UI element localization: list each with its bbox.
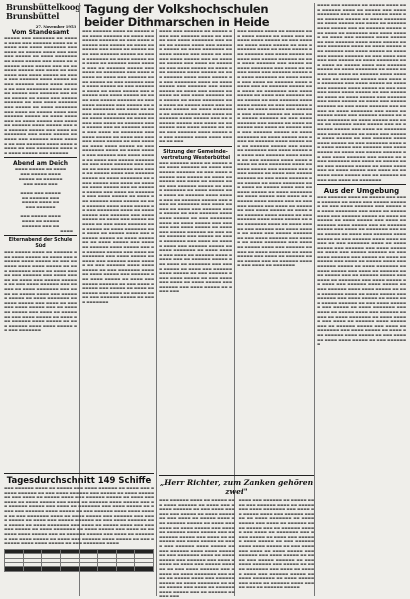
body-text: ▬▬▬▬ ▬▬▬ ▬▬▬▬▬▬ ▬▬ ▬▬▬▬▬ ▬▬▬▬ ▬▬▬ ▬▬▬▬▬▬ ▬▬▬▬ ▬▬ ▬▬▬▬▬ ▬▬▬ ▬▬▬▬ ▬▬▬▬▬▬▬ ▬▬▬ ▬▬▬▬ ▬▬ ▬▬▬▬▬ ▬▬▬▬ ▬▬▬ ▬▬▬▬▬▬ ▬▬▬▬▬ ▬▬ ▬▬▬▬ ▬▬▬▬▬▬▬ ▬▬ ▬▬▬▬ ▬▬▬▬▬ ▬▬▬ ▬▬▬▬ ▬▬ ▬▬▬▬▬▬ ▬▬▬▬ ▬▬▬▬▬ ▬▬▬ ▬▬ ▬▬▬▬▬▬ ▬▬▬▬▬ ▬▬▬ ▬▬▬▬ ▬▬ ▬▬▬▬▬▬▬ ▬▬▬ ▬▬▬▬ ▬▬▬▬▬ ▬▬ ▬▬▬▬ ▬▬▬ ▬▬▬▬▬▬ ▬▬▬▬ ▬▬▬▬▬ ▬▬ ▬▬▬ ▬▬▬▬▬▬ ▬▬▬▬ ▬▬▬▬ ▬▬▬▬▬ ▬▬ ▬▬▬ ▬▬▬▬▬▬▬ ▬▬▬▬ ▬▬ ▬▬▬▬ ▬▬▬▬▬ ▬▬▬ ▬▬▬▬▬▬ ▬▬▬ ▬▬▬▬ ▬▬▬▬▬ ▬▬ ▬▬▬▬ ▬▬▬ ▬▬▬▬▬ ▬▬▬▬▬▬ ▬▬ ▬▬▬ ▬▬▬▬ ▬▬▬▬▬▬ ▬▬▬ ▬▬▬▬▬ ▬▬ ▬▬▬▬ ▬▬▬▬▬▬▬ ▬▬▬ ▬▬▬▬ ▬▬ ▬▬▬▬▬ ▬▬▬▬ ▬▬▬ ▬▬▬▬▬▬ ▬▬▬▬▬ ▬▬ ▬▬▬▬ ▬▬▬▬▬▬▬ ▬▬ ▬▬▬▬ ▬▬▬▬▬ ▬▬▬ ▬▬▬▬ ▬▬ ▬▬▬▬▬▬ ▬▬▬▬ ▬▬▬▬▬ ▬▬▬ ▬▬ ▬▬▬▬▬▬ ▬▬▬▬▬ ▬▬▬ ▬▬▬▬ ▬▬ ▬▬▬▬▬▬▬ ▬▬▬ ▬▬▬▬ ▬▬▬▬▬ ▬▬ ▬▬▬▬ ▬▬▬ ▬▬▬▬▬▬ ▬▬▬▬ ▬▬▬▬▬ ▬▬ ▬▬▬ ▬▬▬▬▬▬ ▬▬▬▬ ▬▬▬▬ ▬▬▬▬▬ ▬▬ ▬▬▬	[159, 29, 232, 144]
tagesdurchschnitt-article	[4, 471, 154, 596]
body-text: ▬▬▬ ▬▬▬▬▬▬ ▬▬▬▬ ▬▬ ▬▬▬▬▬ ▬▬▬ ▬▬▬▬ ▬▬▬▬▬▬ ▬▬ ▬▬▬▬ ▬▬▬ ▬▬▬▬▬ ▬▬▬▬▬▬ ▬▬ ▬▬▬ ▬▬▬▬ ▬▬▬▬▬▬ ▬▬▬ ▬▬▬▬▬ ▬▬ ▬▬▬▬ ▬▬▬▬▬▬▬ ▬▬▬ ▬▬▬▬ ▬▬ ▬▬▬▬▬ ▬▬▬▬ ▬▬▬ ▬▬▬▬▬▬ ▬▬▬▬▬ ▬▬ ▬▬▬▬ ▬▬▬▬▬▬▬ ▬▬ ▬▬▬▬ ▬▬▬▬▬ ▬▬▬ ▬▬▬▬ ▬▬ ▬▬▬▬▬▬ ▬▬▬▬ ▬▬▬▬▬ ▬▬▬ ▬▬ ▬▬▬▬▬▬ ▬▬▬▬▬ ▬▬▬ ▬▬▬▬ ▬▬ ▬▬▬▬▬▬▬ ▬▬▬ ▬▬▬▬ ▬▬▬▬▬ ▬▬ ▬▬▬▬ ▬▬▬ ▬▬▬▬▬▬ ▬▬▬▬ ▬▬▬▬▬ ▬▬ ▬▬▬ ▬▬▬▬▬▬ ▬▬▬▬ ▬▬▬▬ ▬▬▬▬▬ ▬▬ ▬▬▬ ▬▬▬▬▬▬▬ ▬▬▬▬ ▬▬ ▬▬▬▬ ▬▬▬▬▬ ▬▬▬ ▬▬▬▬▬▬ ▬▬▬ ▬▬▬▬ ▬▬▬▬▬ ▬▬ ▬▬▬▬ ▬▬▬ ▬▬▬▬▬ ▬▬▬▬▬▬ ▬▬ ▬▬▬ ▬▬▬▬ ▬▬▬▬▬▬ ▬▬▬ ▬▬▬▬▬ ▬▬ ▬▬▬▬ ▬▬▬▬▬▬▬ ▬▬▬ ▬▬▬▬ ▬▬ ▬▬▬▬▬ ▬▬▬▬ ▬▬▬ ▬▬▬▬▬▬ ▬▬▬▬▬ ▬▬ ▬▬▬▬ ▬▬▬▬▬▬▬ ▬▬ ▬▬▬▬ ▬▬▬▬▬ ▬▬▬ ▬▬▬▬ ▬▬ ▬▬▬▬▬▬ ▬▬▬▬ ▬▬▬▬▬ ▬▬▬ ▬▬ ▬▬▬▬▬▬ ▬▬▬▬▬ ▬▬▬ ▬▬▬▬ ▬▬ ▬▬▬▬▬▬▬ ▬▬▬ ▬▬▬▬ ▬▬▬▬▬ ▬▬ ▬▬▬▬ ▬▬▬ ▬▬▬▬▬▬ ▬▬▬▬ ▬▬▬▬▬ ▬▬ ▬▬▬ ▬▬▬▬▬▬ ▬▬▬▬ ▬▬▬▬ ▬▬▬▬▬ ▬▬ ▬▬▬ ▬▬▬▬▬▬▬ ▬▬▬▬ ▬▬ ▬▬▬▬ ▬▬▬▬▬ ▬▬▬ ▬▬▬▬▬▬ ▬▬▬ ▬▬▬▬ ▬▬▬▬▬ ▬▬ ▬▬▬▬ ▬▬▬ ▬▬▬▬▬ ▬▬▬▬▬▬ ▬▬ ▬▬▬ ▬▬▬▬ ▬▬▬▬▬▬ ▬▬▬ ▬▬▬▬▬ ▬▬ ▬▬▬▬ ▬▬▬▬▬▬▬ ▬▬▬ ▬▬▬▬ ▬▬ ▬▬▬▬▬ ▬▬▬▬ ▬▬▬ ▬▬▬▬▬▬ ▬▬▬▬▬ ▬▬ ▬▬▬▬ ▬▬▬▬▬▬▬ ▬▬ ▬▬▬▬ ▬▬▬▬▬ ▬▬▬ ▬▬▬▬ ▬▬ ▬▬▬▬▬▬ ▬▬▬▬ ▬▬▬▬▬ ▬▬▬ ▬▬ ▬▬▬▬▬▬ ▬▬▬▬▬ ▬▬▬ ▬▬▬▬ ▬▬ ▬▬▬▬▬▬▬ ▬▬▬ ▬▬▬▬ ▬▬▬▬▬ ▬▬ ▬▬▬▬ ▬▬▬ ▬▬▬▬▬▬ ▬▬▬▬ ▬▬▬▬▬ ▬▬ ▬▬▬ ▬▬▬▬▬▬ ▬▬▬▬ ▬▬▬▬ ▬▬▬▬▬ ▬▬ ▬▬▬ ▬▬▬▬▬▬▬ ▬▬▬▬ ▬▬ ▬▬▬▬ ▬▬▬▬▬ ▬▬▬ ▬▬▬▬▬▬ ▬▬▬ ▬▬▬▬ ▬▬▬▬▬ ▬▬ ▬▬▬▬ ▬▬▬ ▬▬▬▬▬ ▬▬▬▬▬▬ ▬▬ ▬▬▬ ▬▬▬▬ ▬▬▬▬▬▬ ▬▬▬ ▬▬▬▬▬ ▬▬ ▬▬▬▬ ▬▬▬▬▬▬▬ ▬▬▬ ▬▬▬▬ ▬▬ ▬▬▬▬▬ ▬▬▬▬ ▬▬▬ ▬▬▬▬▬▬ ▬▬▬▬▬ ▬▬ ▬▬▬▬ ▬▬▬▬▬▬▬ ▬▬ ▬▬▬▬ ▬▬▬▬▬ ▬▬▬ ▬▬▬▬ ▬▬ ▬▬▬▬▬▬ ▬▬▬▬ ▬▬▬▬▬ ▬▬▬ ▬▬ ▬▬▬▬▬▬ ▬▬▬▬▬ ▬▬▬ ▬▬▬▬ ▬▬ ▬▬▬▬▬▬▬ ▬▬▬ ▬▬▬▬ ▬▬▬▬▬ ▬▬ ▬▬▬▬ ▬▬▬ ▬▬▬▬▬▬ ▬▬▬▬ ▬▬▬▬▬ ▬▬ ▬▬▬ ▬▬▬▬▬▬ ▬▬▬▬ ▬▬▬▬ ▬▬▬▬▬ ▬▬ ▬▬▬ ▬▬▬▬▬▬▬ ▬▬▬▬ ▬▬ ▬▬▬▬ ▬▬▬▬▬ ▬▬▬ ▬▬▬▬▬▬ ▬▬▬ ▬▬▬▬ ▬▬▬▬▬ ▬▬ ▬▬▬▬ ▬▬▬ ▬▬▬▬▬ ▬▬▬▬▬▬ ▬▬ ▬▬▬ ▬▬▬▬ ▬▬▬▬▬▬ ▬▬▬ ▬▬▬▬▬ ▬▬ ▬▬▬▬ ▬▬▬▬▬▬▬ ▬▬▬ ▬▬▬▬ ▬▬ ▬▬▬▬▬ ▬▬▬▬ ▬▬▬ ▬▬▬▬▬▬ ▬▬▬▬▬ ▬▬ ▬▬▬▬ ▬▬▬▬▬▬▬	[82, 29, 154, 305]
body-text: ▬▬▬▬▬ ▬▬▬ ▬▬▬▬▬▬▬ ▬▬ ▬▬▬▬▬ ▬▬▬▬ ▬▬▬ ▬▬▬▬▬▬ ▬▬▬▬ ▬▬ ▬▬▬▬▬ ▬▬▬ ▬▬▬▬ ▬▬▬▬▬▬▬ ▬▬▬ ▬▬▬▬ ▬▬ ▬▬▬▬▬ ▬▬▬▬ ▬▬▬ ▬▬▬▬▬▬ ▬▬▬▬▬ ▬▬ ▬▬▬▬ ▬▬▬▬▬▬▬ ▬▬ ▬▬▬▬ ▬▬▬▬▬ ▬▬▬ ▬▬▬▬ ▬▬ ▬▬▬▬▬▬ ▬▬▬▬ ▬▬▬▬▬ ▬▬▬ ▬▬ ▬▬▬▬▬▬ ▬▬▬▬▬ ▬▬▬ ▬▬▬▬ ▬▬ ▬▬▬▬▬▬▬ ▬▬▬ ▬▬▬▬ ▬▬▬▬▬ ▬▬ ▬▬▬▬ ▬▬▬ ▬▬▬▬▬▬ ▬▬▬▬ ▬▬▬▬▬ ▬▬ ▬▬▬ ▬▬▬▬▬▬ ▬▬▬▬ ▬▬▬▬ ▬▬▬▬▬ ▬▬ ▬▬▬ ▬▬▬▬▬▬▬ ▬▬▬▬ ▬▬ ▬▬▬▬ ▬▬▬▬▬ ▬▬▬ ▬▬▬▬▬▬ ▬▬▬ ▬▬▬▬ ▬▬▬▬▬ ▬▬ ▬▬▬▬ ▬▬▬ ▬▬▬▬▬ ▬▬▬▬▬▬ ▬▬ ▬▬▬ ▬▬▬▬ ▬▬▬▬▬▬ ▬▬▬ ▬▬▬▬▬ ▬▬ ▬▬▬▬ ▬▬▬▬▬▬▬ ▬▬▬ ▬▬▬▬ ▬▬ ▬▬▬▬▬ ▬▬▬▬ ▬▬▬ ▬▬▬▬▬▬ ▬▬▬▬▬ ▬▬ ▬▬▬▬ ▬▬▬▬▬▬▬ ▬▬ ▬▬▬▬ ▬▬▬▬▬ ▬▬▬ ▬▬▬▬ ▬▬ ▬▬▬▬▬▬ ▬▬▬▬ ▬▬▬▬▬ ▬▬▬ ▬▬ ▬▬▬▬▬▬ ▬▬▬▬▬ ▬▬▬ ▬▬▬▬ ▬▬ ▬▬▬▬▬▬▬ ▬▬▬ ▬▬▬▬ ▬▬▬▬▬ ▬▬ ▬▬▬▬ ▬▬▬ ▬▬▬▬▬▬ ▬▬▬▬ ▬▬▬▬▬ ▬▬ ▬▬▬ ▬▬▬▬▬▬ ▬▬▬▬ ▬▬▬▬ ▬▬▬▬▬ ▬▬ ▬▬▬ ▬▬▬▬▬▬▬ ▬▬▬▬ ▬▬ ▬▬▬▬ ▬▬▬▬▬ ▬▬▬ ▬▬▬▬▬▬	[4, 36, 77, 155]
section-title-standesamt: Vom Standesamt	[11, 29, 70, 36]
body-text: ▬▬▬▬ ▬▬▬ ▬▬▬▬▬▬ ▬▬ ▬▬▬▬▬ ▬▬▬▬ ▬▬▬ ▬▬▬▬▬▬ ▬▬▬▬ ▬▬ ▬▬▬▬▬ ▬▬▬ ▬▬▬▬ ▬▬▬▬▬▬▬ ▬▬▬ ▬▬▬▬ ▬▬ ▬▬▬▬▬ ▬▬▬▬ ▬▬▬ ▬▬▬▬▬▬ ▬▬▬▬▬ ▬▬ ▬▬▬▬ ▬▬▬▬▬▬▬ ▬▬ ▬▬▬▬ ▬▬▬▬▬ ▬▬▬ ▬▬▬▬ ▬▬ ▬▬▬▬▬▬ ▬▬▬▬ ▬▬▬▬▬ ▬▬▬ ▬▬ ▬▬▬▬▬▬ ▬▬▬▬▬ ▬▬▬ ▬▬▬▬ ▬▬ ▬▬▬▬▬▬▬ ▬▬▬ ▬▬▬▬ ▬▬▬▬▬ ▬▬ ▬▬▬▬ ▬▬▬ ▬▬▬▬▬▬ ▬▬▬▬ ▬▬▬▬▬ ▬▬ ▬▬▬ ▬▬▬▬▬▬ ▬▬▬▬ ▬▬▬▬ ▬▬▬▬▬ ▬▬ ▬▬▬ ▬▬▬▬▬▬▬ ▬▬▬▬ ▬▬ ▬▬▬▬ ▬▬▬▬▬ ▬▬▬ ▬▬▬▬▬▬ ▬▬▬ ▬▬▬▬ ▬▬▬▬▬ ▬▬ ▬▬▬▬ ▬▬▬ ▬▬▬▬▬ ▬▬▬▬▬▬ ▬▬ ▬▬▬ ▬▬▬▬ ▬▬▬▬▬▬ ▬▬▬ ▬▬▬▬▬ ▬▬ ▬▬▬▬ ▬▬▬▬▬▬▬ ▬▬▬ ▬▬▬▬ ▬▬ ▬▬▬▬▬ ▬▬▬▬ ▬▬▬ ▬▬▬▬▬▬ ▬▬▬▬▬ ▬▬ ▬▬▬▬ ▬▬▬▬▬▬▬ ▬▬ ▬▬▬▬ ▬▬▬▬▬ ▬▬▬ ▬▬▬▬ ▬▬ ▬▬▬▬▬▬ ▬▬▬▬ ▬▬▬▬▬ ▬▬▬ ▬▬ ▬▬▬▬▬▬ ▬▬▬▬▬ ▬▬▬ ▬▬▬▬ ▬▬ ▬▬▬▬▬▬▬ ▬▬▬ ▬▬▬▬ ▬▬▬▬▬ ▬▬ ▬▬▬▬ ▬▬▬ ▬▬▬▬▬▬ ▬▬▬▬ ▬▬▬▬▬ ▬▬ ▬▬▬ ▬▬▬▬▬▬ ▬▬▬▬ ▬▬▬▬ ▬▬▬▬▬ ▬▬ ▬▬▬ ▬▬▬▬▬▬▬ ▬▬▬▬ ▬▬ ▬▬▬▬ ▬▬▬▬▬ ▬▬▬ ▬▬▬▬▬▬ ▬▬▬ ▬▬▬▬ ▬▬▬▬▬ ▬▬ ▬▬▬▬ ▬▬▬ ▬▬▬▬▬ ▬▬▬▬▬▬ ▬▬ ▬▬▬ ▬▬▬▬ ▬▬▬▬▬▬ ▬▬▬ ▬▬▬▬▬ ▬▬ ▬▬▬▬ ▬▬▬▬▬▬▬ ▬▬▬ ▬▬▬▬ ▬▬ ▬▬▬▬▬ ▬▬▬▬ ▬▬▬ ▬▬▬▬▬▬ ▬▬▬▬▬ ▬▬ ▬▬▬▬ ▬▬▬▬▬▬▬ ▬▬ ▬▬▬▬ ▬▬▬▬▬ ▬▬▬ ▬▬▬▬ ▬▬ ▬▬▬▬▬▬ ▬▬▬▬ ▬▬▬▬▬ ▬▬▬ ▬▬ ▬▬▬▬▬▬ ▬▬▬▬▬ ▬▬▬ ▬▬▬▬ ▬▬ ▬▬▬▬▬▬▬ ▬▬▬ ▬▬▬▬ ▬▬▬▬▬ ▬▬ ▬▬▬▬ ▬▬▬ ▬▬▬▬▬▬ ▬▬▬▬ ▬▬▬▬▬ ▬▬ ▬▬▬ ▬▬▬▬▬▬ ▬▬▬▬ ▬▬▬▬ ▬▬▬▬▬ ▬▬ ▬▬▬ ▬▬▬▬▬▬▬ ▬▬▬▬ ▬▬ ▬▬▬▬ ▬▬▬▬▬ ▬▬▬ ▬▬▬▬▬▬ ▬▬▬ ▬▬▬▬ ▬▬▬▬▬ ▬▬ ▬▬▬▬ ▬▬▬ ▬▬▬▬▬ ▬▬▬▬▬▬ ▬▬ ▬▬▬ ▬▬▬▬ ▬▬▬▬▬▬ ▬▬▬ ▬▬▬▬▬ ▬▬ ▬▬▬▬ ▬▬▬▬▬▬▬ ▬▬▬ ▬▬▬▬ ▬▬ ▬▬▬▬▬ ▬▬▬▬ ▬▬▬ ▬▬▬▬▬▬ ▬▬▬▬▬ ▬▬ ▬▬▬▬ ▬▬▬▬▬▬▬ ▬▬ ▬▬▬▬ ▬▬▬▬▬ ▬▬▬ ▬▬▬▬ ▬▬ ▬▬▬▬▬▬ ▬▬▬▬ ▬▬▬▬▬ ▬▬▬ ▬▬ ▬▬▬▬▬▬ ▬▬▬▬▬ ▬▬▬ ▬▬▬▬ ▬▬ ▬▬▬▬▬▬▬	[317, 3, 406, 182]
body-text: ▬▬▬ ▬▬▬▬▬▬ ▬▬▬▬ ▬▬ ▬▬▬▬▬ ▬▬▬ ▬▬▬▬ ▬▬▬▬▬▬ ▬▬ ▬▬▬▬ ▬▬▬ ▬▬▬▬▬ ▬▬▬▬▬▬ ▬▬ ▬▬▬ ▬▬▬▬ ▬▬▬▬▬▬ ▬▬▬ ▬▬▬▬▬ ▬▬ ▬▬▬▬ ▬▬▬▬▬▬▬ ▬▬▬ ▬▬▬▬ ▬▬ ▬▬▬▬▬ ▬▬▬▬ ▬▬▬ ▬▬▬▬▬▬ ▬▬▬▬▬ ▬▬ ▬▬▬▬ ▬▬▬▬▬▬▬ ▬▬ ▬▬▬▬ ▬▬▬▬▬ ▬▬▬ ▬▬▬▬ ▬▬ ▬▬▬▬▬▬ ▬▬▬▬ ▬▬▬▬▬ ▬▬▬ ▬▬ ▬▬▬▬▬▬ ▬▬▬▬▬ ▬▬▬ ▬▬▬▬ ▬▬ ▬▬▬▬▬▬▬ ▬▬▬ ▬▬▬▬ ▬▬▬▬▬ ▬▬ ▬▬▬▬ ▬▬▬ ▬▬▬▬▬▬ ▬▬▬▬ ▬▬▬▬▬ ▬▬ ▬▬▬ ▬▬▬▬▬▬ ▬▬▬▬ ▬▬▬▬ ▬▬▬▬▬ ▬▬ ▬▬▬ ▬▬▬▬▬▬▬ ▬▬▬▬ ▬▬ ▬▬▬▬ ▬▬▬▬▬ ▬▬▬ ▬▬▬▬▬▬ ▬▬▬ ▬▬▬▬ ▬▬▬▬▬ ▬▬ ▬▬▬▬ ▬▬▬ ▬▬▬▬▬ ▬▬▬▬▬▬ ▬▬ ▬▬▬ ▬▬▬▬ ▬▬▬▬▬▬ ▬▬▬ ▬▬▬▬▬ ▬▬ ▬▬▬▬ ▬▬▬▬▬▬▬ ▬▬▬ ▬▬▬▬ ▬▬ ▬▬▬▬▬ ▬▬▬▬ ▬▬▬ ▬▬▬▬▬▬ ▬▬▬▬▬ ▬▬ ▬▬▬▬ ▬▬▬▬▬▬▬ ▬▬ ▬▬▬▬ ▬▬▬▬▬ ▬▬▬ ▬▬▬▬ ▬▬ ▬▬▬▬▬▬ ▬▬▬▬ ▬▬▬▬▬ ▬▬▬ ▬▬ ▬▬▬▬▬▬ ▬▬▬▬▬ ▬▬▬ ▬▬▬▬ ▬▬ ▬▬▬▬▬▬▬ ▬▬▬ ▬▬▬▬ ▬▬▬▬▬ ▬▬ ▬▬▬▬ ▬▬▬ ▬▬▬▬▬▬ ▬▬▬▬ ▬▬▬▬▬ ▬▬ ▬▬▬ ▬▬▬▬▬▬ ▬▬▬▬ ▬▬▬▬ ▬▬▬▬▬ ▬▬ ▬▬▬ ▬▬▬▬▬▬▬ ▬▬▬▬ ▬▬ ▬▬▬▬ ▬▬▬▬▬ ▬▬▬ ▬▬▬▬▬▬ ▬▬▬ ▬▬▬▬ ▬▬▬▬▬ ▬▬ ▬▬▬▬ ▬▬▬	[159, 160, 232, 294]
section-title-abend: Abend am Deich	[13, 160, 68, 168]
section-title-elternabend: Elternabend der Schule Süd	[8, 238, 73, 250]
divider	[4, 235, 77, 236]
body-text: ▬▬▬ ▬▬▬▬▬ ▬▬▬▬ ▬▬ ▬▬▬▬▬▬ ▬▬▬ ▬▬▬▬ ▬▬▬▬▬ ▬▬ ▬▬▬▬ ▬▬▬ ▬▬▬▬▬▬ ▬▬▬▬ ▬▬▬▬▬ ▬▬ ▬▬▬ ▬▬▬▬▬▬ ▬▬▬▬ ▬▬▬▬ ▬▬▬▬▬ ▬▬ ▬▬▬ ▬▬▬▬▬▬▬ ▬▬▬▬ ▬▬ ▬▬▬▬ ▬▬▬▬▬ ▬▬▬ ▬▬▬▬▬▬ ▬▬▬ ▬▬▬▬ ▬▬▬▬▬ ▬▬ ▬▬▬▬ ▬▬▬ ▬▬▬▬▬ ▬▬▬▬▬▬ ▬▬ ▬▬▬ ▬▬▬▬ ▬▬▬▬▬▬ ▬▬▬ ▬▬▬▬▬ ▬▬ ▬▬▬▬ ▬▬▬▬▬▬▬ ▬▬▬ ▬▬▬▬ ▬▬ ▬▬▬▬▬ ▬▬▬▬ ▬▬▬ ▬▬▬▬▬▬ ▬▬▬▬▬ ▬▬ ▬▬▬▬ ▬▬▬▬▬▬▬ ▬▬ ▬▬▬▬ ▬▬▬▬▬ ▬▬▬ ▬▬▬▬ ▬▬ ▬▬▬▬▬▬ ▬▬▬▬ ▬▬▬▬▬ ▬▬▬ ▬▬ ▬▬▬▬▬▬ ▬▬▬▬▬ ▬▬▬ ▬▬▬▬ ▬▬ ▬▬▬▬▬▬▬ ▬▬▬ ▬▬▬▬ ▬▬▬▬▬ ▬▬ ▬▬▬▬ ▬▬▬ ▬▬▬▬▬▬ ▬▬▬▬ ▬▬▬▬▬ ▬▬ ▬▬▬ ▬▬▬▬▬▬ ▬▬▬▬ ▬▬▬▬ ▬▬▬▬▬ ▬▬ ▬▬▬ ▬▬▬▬▬▬▬	[4, 250, 77, 333]
masthead-line1: Brunsbüttelkoog	[6, 2, 81, 12]
body-text: ▬▬▬▬ ▬▬▬ ▬▬▬▬▬▬ ▬▬ ▬▬▬▬▬ ▬▬▬▬ ▬▬▬ ▬▬▬▬▬▬ ▬▬▬▬ ▬▬ ▬▬▬▬▬ ▬▬▬ ▬▬▬▬ ▬▬▬▬▬▬▬ ▬▬▬ ▬▬▬▬ ▬▬ ▬▬▬▬▬ ▬▬▬▬ ▬▬▬ ▬▬▬▬▬▬ ▬▬▬▬▬ ▬▬ ▬▬▬▬ ▬▬▬▬▬▬▬ ▬▬ ▬▬▬▬ ▬▬▬▬▬ ▬▬▬ ▬▬▬▬ ▬▬ ▬▬▬▬▬▬ ▬▬▬▬ ▬▬▬▬▬ ▬▬▬ ▬▬ ▬▬▬▬▬▬ ▬▬▬▬▬ ▬▬▬ ▬▬▬▬ ▬▬ ▬▬▬▬▬▬▬ ▬▬▬ ▬▬▬▬ ▬▬▬▬▬ ▬▬ ▬▬▬▬ ▬▬▬ ▬▬▬▬▬▬ ▬▬▬▬ ▬▬▬▬▬ ▬▬ ▬▬▬ ▬▬▬▬▬▬ ▬▬▬▬ ▬▬▬▬ ▬▬▬▬▬ ▬▬ ▬▬▬ ▬▬▬▬▬▬▬ ▬▬▬▬ ▬▬ ▬▬▬▬ ▬▬▬▬▬ ▬▬▬ ▬▬▬▬▬▬ ▬▬▬ ▬▬▬▬ ▬▬▬▬▬ ▬▬ ▬▬▬▬ ▬▬▬ ▬▬▬▬▬ ▬▬▬▬▬▬ ▬▬ ▬▬▬ ▬▬▬▬ ▬▬▬▬▬▬ ▬▬▬ ▬▬▬▬▬ ▬▬ ▬▬▬▬ ▬▬▬▬▬▬▬ ▬▬▬ ▬▬▬▬ ▬▬ ▬▬▬▬▬ ▬▬▬▬ ▬▬▬ ▬▬▬▬▬▬ ▬▬▬▬▬ ▬▬ ▬▬▬▬ ▬▬▬▬▬▬▬ ▬▬ ▬▬▬▬ ▬▬▬▬▬ ▬▬▬ ▬▬▬▬ ▬▬ ▬▬▬▬▬▬ ▬▬▬▬ ▬▬▬▬▬ ▬▬▬ ▬▬ ▬▬▬▬▬▬ ▬▬▬▬▬	[238, 498, 314, 590]
column-2	[82, 29, 154, 469]
newspaper-page	[4, 2, 406, 599]
headline-line2: beider Dithmarschen in Heide	[84, 14, 270, 29]
divider	[4, 473, 154, 474]
section-title-umgebung: Aus der Umgebung	[323, 187, 400, 196]
section-title-sitzung: Sitzung der Gemeinde-vertretung Westerbüttel	[160, 148, 231, 161]
headline-line1: Tagung der Volkshochschulen	[84, 2, 269, 16]
poem: ▬▬▬▬ ▬▬▬▬▬ ▬▬ ▬▬▬▬ ▬▬▬ ▬▬▬▬▬ ▬▬▬▬ ▬▬▬▬▬ ▬▬ ▬▬▬▬▬▬ ▬▬▬ ▬▬▬▬ ▬▬▬ ▬▬▬▬ ▬▬▬ ▬▬▬▬▬ ▬▬ ▬▬▬▬▬▬ ▬▬▬ ▬▬▬▬▬ ▬▬▬▬ ▬▬ ▬▬▬ ▬▬▬▬▬▬ ▬▬▬ ▬▬▬▬▬ ▬▬▬▬ ▬▬▬▬ ▬▬ ▬▬▬▬▬ ▬▬▬▬▬▬ ▬▬▬ ▬▬ ▬▬▬▬	[14, 167, 73, 233]
divider	[159, 475, 314, 476]
column-rule	[156, 29, 157, 596]
body-text: ▬▬▬ ▬▬▬▬▬ ▬▬▬▬ ▬▬ ▬▬▬▬▬▬ ▬▬▬ ▬▬▬▬ ▬▬▬▬▬ ▬▬ ▬▬▬▬ ▬▬▬ ▬▬▬▬▬▬ ▬▬▬▬ ▬▬▬▬▬ ▬▬ ▬▬▬ ▬▬▬▬▬▬ ▬▬▬▬ ▬▬▬▬ ▬▬▬▬▬ ▬▬ ▬▬▬ ▬▬▬▬▬▬▬ ▬▬▬▬ ▬▬ ▬▬▬▬ ▬▬▬▬▬ ▬▬▬ ▬▬▬▬▬▬ ▬▬▬ ▬▬▬▬ ▬▬▬▬▬ ▬▬ ▬▬▬▬ ▬▬▬ ▬▬▬▬▬ ▬▬▬▬▬▬ ▬▬ ▬▬▬ ▬▬▬▬ ▬▬▬▬▬▬ ▬▬▬ ▬▬▬▬▬ ▬▬ ▬▬▬▬ ▬▬▬▬▬▬▬ ▬▬▬ ▬▬▬▬ ▬▬ ▬▬▬▬▬ ▬▬▬▬ ▬▬▬ ▬▬▬▬▬▬ ▬▬▬▬▬ ▬▬ ▬▬▬▬ ▬▬▬▬▬▬▬ ▬▬ ▬▬▬▬ ▬▬▬▬▬ ▬▬▬ ▬▬▬▬ ▬▬ ▬▬▬▬▬▬ ▬▬▬▬ ▬▬▬▬▬ ▬▬▬ ▬▬ ▬▬▬▬▬▬ ▬▬▬▬▬ ▬▬▬ ▬▬▬▬ ▬▬ ▬▬▬▬▬▬▬ ▬▬▬ ▬▬▬▬ ▬▬▬▬▬ ▬▬ ▬▬▬▬ ▬▬▬ ▬▬▬▬▬▬ ▬▬▬▬ ▬▬▬▬▬ ▬▬ ▬▬▬ ▬▬▬▬▬▬ ▬▬▬▬ ▬▬▬▬ ▬▬▬▬▬ ▬▬ ▬▬▬ ▬▬▬▬▬▬▬ ▬▬▬▬ ▬▬ ▬▬▬▬ ▬▬▬▬▬ ▬▬▬ ▬▬▬▬▬▬ ▬▬▬ ▬▬▬▬ ▬▬▬▬▬ ▬▬ ▬▬▬▬ ▬▬▬ ▬▬▬▬▬ ▬▬▬▬▬▬ ▬▬ ▬▬▬ ▬▬▬▬ ▬▬▬▬▬▬ ▬▬▬ ▬▬▬▬▬ ▬▬ ▬▬▬▬ ▬▬▬▬▬▬▬ ▬▬▬ ▬▬▬▬ ▬▬ ▬▬▬▬▬ ▬▬▬▬ ▬▬▬ ▬▬▬▬▬▬ ▬▬▬▬▬ ▬▬ ▬▬▬▬ ▬▬▬▬▬▬▬ ▬▬ ▬▬▬▬ ▬▬▬▬▬ ▬▬▬ ▬▬▬▬ ▬▬ ▬▬▬▬▬▬ ▬▬▬▬ ▬▬▬▬▬ ▬▬▬ ▬▬ ▬▬▬▬▬▬ ▬▬▬▬▬ ▬▬▬ ▬▬▬▬ ▬▬ ▬▬▬▬▬▬▬ ▬▬▬ ▬▬▬▬ ▬▬▬▬▬ ▬▬ ▬▬▬▬ ▬▬▬ ▬▬▬▬▬▬ ▬▬▬▬ ▬▬▬▬▬ ▬▬ ▬▬▬ ▬▬▬▬▬▬ ▬▬▬▬ ▬▬▬▬ ▬▬▬▬▬ ▬▬ ▬▬▬ ▬▬▬▬▬▬▬ ▬▬▬▬ ▬▬ ▬▬▬▬ ▬▬▬▬▬ ▬▬▬ ▬▬▬▬▬▬ ▬▬▬ ▬▬▬▬ ▬▬▬▬▬ ▬▬ ▬▬▬▬ ▬▬▬ ▬▬▬▬▬ ▬▬▬▬▬▬ ▬▬ ▬▬▬ ▬▬▬▬ ▬▬▬▬▬▬ ▬▬▬ ▬▬▬▬▬ ▬▬ ▬▬▬▬ ▬▬▬▬▬▬▬ ▬▬▬ ▬▬▬▬ ▬▬ ▬▬▬▬▬ ▬▬▬▬ ▬▬▬ ▬▬▬▬▬▬ ▬▬▬▬▬ ▬▬ ▬▬▬▬ ▬▬▬▬▬▬▬ ▬▬ ▬▬▬▬ ▬▬▬▬▬ ▬▬▬ ▬▬▬▬ ▬▬ ▬▬▬▬▬▬ ▬▬▬▬ ▬▬▬▬▬ ▬▬▬ ▬▬ ▬▬▬▬▬▬ ▬▬▬▬▬ ▬▬▬ ▬▬▬▬ ▬▬ ▬▬▬▬▬▬▬ ▬▬▬ ▬▬▬▬ ▬▬▬▬▬ ▬▬ ▬▬▬▬ ▬▬▬ ▬▬▬▬▬▬ ▬▬▬▬ ▬▬▬▬▬ ▬▬ ▬▬▬ ▬▬▬▬▬▬ ▬▬▬▬ ▬▬▬▬ ▬▬▬▬▬ ▬▬ ▬▬▬ ▬▬▬▬▬▬▬ ▬▬▬▬ ▬▬ ▬▬▬▬ ▬▬▬▬▬ ▬▬▬ ▬▬▬▬▬▬ ▬▬▬ ▬▬▬▬ ▬▬▬▬▬ ▬▬ ▬▬▬▬ ▬▬▬ ▬▬▬▬▬ ▬▬▬▬▬▬ ▬▬ ▬▬▬ ▬▬▬▬ ▬▬▬▬▬▬ ▬▬▬ ▬▬▬▬▬ ▬▬ ▬▬▬▬ ▬▬▬▬▬▬▬ ▬▬▬ ▬▬▬▬ ▬▬ ▬▬▬▬▬ ▬▬▬▬ ▬▬▬ ▬▬▬▬▬▬ ▬▬▬▬▬ ▬▬ ▬▬▬▬ ▬▬▬▬▬▬▬ ▬▬ ▬▬▬▬ ▬▬▬▬▬ ▬▬▬ ▬▬▬▬ ▬▬ ▬▬▬▬▬▬ ▬▬▬▬ ▬▬▬▬▬ ▬▬▬ ▬▬ ▬▬▬▬▬▬ ▬▬▬▬▬ ▬▬▬ ▬▬▬▬ ▬▬ ▬▬▬▬▬▬▬	[237, 29, 312, 268]
body-text: ▬▬▬ ▬▬▬▬▬▬ ▬▬▬▬ ▬▬ ▬▬▬▬▬ ▬▬▬ ▬▬▬▬ ▬▬▬▬▬▬ ▬▬ ▬▬▬▬ ▬▬▬ ▬▬▬▬▬ ▬▬▬▬▬▬ ▬▬ ▬▬▬ ▬▬▬▬ ▬▬▬▬▬▬ ▬▬▬ ▬▬▬▬▬ ▬▬ ▬▬▬▬ ▬▬▬▬▬▬▬ ▬▬▬ ▬▬▬▬ ▬▬ ▬▬▬▬▬ ▬▬▬▬ ▬▬▬ ▬▬▬▬▬▬ ▬▬▬▬▬ ▬▬ ▬▬▬▬ ▬▬▬▬▬▬▬ ▬▬ ▬▬▬▬ ▬▬▬▬▬ ▬▬▬ ▬▬▬▬ ▬▬ ▬▬▬▬▬▬ ▬▬▬▬ ▬▬▬▬▬ ▬▬▬ ▬▬ ▬▬▬▬▬▬ ▬▬▬▬▬ ▬▬▬ ▬▬▬▬ ▬▬ ▬▬▬▬▬▬▬ ▬▬▬ ▬▬▬▬ ▬▬▬▬▬ ▬▬ ▬▬▬▬ ▬▬▬ ▬▬▬▬▬▬ ▬▬▬▬ ▬▬▬▬▬ ▬▬ ▬▬▬ ▬▬▬▬▬▬ ▬▬▬▬ ▬▬▬▬ ▬▬▬▬▬ ▬▬ ▬▬▬ ▬▬▬▬▬▬▬ ▬▬▬▬ ▬▬ ▬▬▬▬ ▬▬▬▬▬ ▬▬▬ ▬▬▬▬▬▬ ▬▬▬ ▬▬▬▬ ▬▬▬▬▬ ▬▬ ▬▬▬▬ ▬▬▬ ▬▬▬▬▬ ▬▬▬▬▬▬ ▬▬ ▬▬▬ ▬▬▬▬ ▬▬▬▬▬▬ ▬▬▬ ▬▬▬▬▬ ▬▬ ▬▬▬▬ ▬▬▬▬▬▬▬ ▬▬▬ ▬▬▬▬ ▬▬ ▬▬▬▬▬ ▬▬▬▬ ▬▬▬ ▬▬▬▬▬▬ ▬▬▬▬▬ ▬▬ ▬▬▬▬ ▬▬▬▬▬▬▬ ▬▬ ▬▬▬▬ ▬▬▬▬▬ ▬▬▬ ▬▬▬▬ ▬▬ ▬▬▬▬▬▬ ▬▬▬▬ ▬▬▬▬▬ ▬▬▬ ▬▬ ▬▬▬▬▬▬ ▬▬▬▬▬ ▬▬▬	[159, 498, 235, 599]
richter-article	[159, 473, 314, 599]
masthead	[6, 2, 81, 31]
column-rule	[314, 3, 315, 596]
column-4	[237, 29, 312, 459]
statistics-table	[4, 549, 154, 572]
table-row	[5, 567, 154, 571]
body-text: ▬▬▬ ▬▬▬▬▬▬ ▬▬▬▬ ▬▬ ▬▬▬▬▬ ▬▬▬ ▬▬▬▬ ▬▬▬▬▬▬ ▬▬ ▬▬▬▬ ▬▬▬ ▬▬▬▬▬ ▬▬▬▬▬▬ ▬▬ ▬▬▬ ▬▬▬▬ ▬▬▬▬▬▬ ▬▬▬ ▬▬▬▬▬ ▬▬ ▬▬▬▬ ▬▬▬▬▬▬▬ ▬▬▬ ▬▬▬▬ ▬▬ ▬▬▬▬▬ ▬▬▬▬ ▬▬▬ ▬▬▬▬▬▬ ▬▬▬▬▬ ▬▬ ▬▬▬▬ ▬▬▬▬▬▬▬ ▬▬ ▬▬▬▬ ▬▬▬▬▬ ▬▬▬ ▬▬▬▬ ▬▬ ▬▬▬▬▬▬ ▬▬▬▬ ▬▬▬▬▬ ▬▬▬ ▬▬ ▬▬▬▬▬▬ ▬▬▬▬▬ ▬▬▬ ▬▬▬▬ ▬▬ ▬▬▬▬▬▬▬ ▬▬▬ ▬▬▬▬ ▬▬▬▬▬ ▬▬ ▬▬▬▬ ▬▬▬ ▬▬▬▬▬▬ ▬▬▬▬ ▬▬▬▬▬ ▬▬ ▬▬▬ ▬▬▬▬▬▬ ▬▬▬▬ ▬▬▬▬ ▬▬▬▬▬ ▬▬ ▬▬▬ ▬▬▬▬▬▬▬ ▬▬▬▬ ▬▬ ▬▬▬▬ ▬▬▬▬▬ ▬▬▬ ▬▬▬▬▬▬ ▬▬▬ ▬▬▬▬ ▬▬▬▬▬ ▬▬ ▬▬▬▬ ▬▬▬ ▬▬▬▬▬ ▬▬▬▬▬▬ ▬▬ ▬▬▬ ▬▬▬▬ ▬▬▬▬▬▬ ▬▬▬ ▬▬▬▬▬ ▬▬ ▬▬▬▬ ▬▬▬▬▬▬▬ ▬▬▬ ▬▬▬▬ ▬▬ ▬▬▬▬▬ ▬▬▬▬ ▬▬▬ ▬▬▬▬▬▬ ▬▬▬▬▬ ▬▬ ▬▬▬▬ ▬▬▬▬▬▬▬ ▬▬ ▬▬▬▬ ▬▬▬▬▬ ▬▬▬ ▬▬▬▬ ▬▬ ▬▬▬▬▬▬ ▬▬▬▬ ▬▬▬▬▬ ▬▬▬ ▬▬ ▬▬▬▬▬▬ ▬▬▬▬▬ ▬▬▬ ▬▬▬▬ ▬▬ ▬▬▬▬▬▬▬ ▬▬▬ ▬▬▬▬ ▬▬▬▬▬ ▬▬ ▬▬▬▬ ▬▬▬ ▬▬▬▬▬▬ ▬▬▬▬ ▬▬▬▬▬ ▬▬ ▬▬▬ ▬▬▬▬▬▬ ▬▬▬▬ ▬▬▬▬ ▬▬▬▬▬ ▬▬ ▬▬▬ ▬▬▬▬▬▬▬ ▬▬▬▬	[4, 486, 154, 546]
column-1	[4, 29, 77, 469]
column-3	[159, 29, 232, 469]
masthead-line2: Brunsbüttel	[6, 11, 60, 21]
section-title-tages: Tagesdurchschnitt 149 Schiffe	[6, 476, 152, 486]
masthead-date: 27. November 1953	[35, 24, 76, 29]
column-5	[317, 3, 406, 596]
divider	[4, 157, 77, 158]
divider	[317, 184, 406, 185]
body-text: ▬▬▬ ▬▬▬▬▬▬ ▬▬▬▬ ▬▬ ▬▬▬▬▬ ▬▬▬ ▬▬▬▬ ▬▬▬▬▬▬ ▬▬ ▬▬▬▬ ▬▬▬ ▬▬▬▬▬ ▬▬▬▬▬▬ ▬▬ ▬▬▬ ▬▬▬▬ ▬▬▬▬▬▬ ▬▬▬ ▬▬▬▬▬ ▬▬ ▬▬▬▬ ▬▬▬▬▬▬▬ ▬▬▬ ▬▬▬▬ ▬▬ ▬▬▬▬▬ ▬▬▬▬ ▬▬▬ ▬▬▬▬▬▬ ▬▬▬▬▬ ▬▬ ▬▬▬▬ ▬▬▬▬▬▬▬ ▬▬ ▬▬▬▬ ▬▬▬▬▬ ▬▬▬ ▬▬▬▬ ▬▬ ▬▬▬▬▬▬ ▬▬▬▬ ▬▬▬▬▬ ▬▬▬ ▬▬ ▬▬▬▬▬▬ ▬▬▬▬▬ ▬▬▬ ▬▬▬▬ ▬▬ ▬▬▬▬▬▬▬ ▬▬▬ ▬▬▬▬ ▬▬▬▬▬ ▬▬ ▬▬▬▬ ▬▬▬ ▬▬▬▬▬▬ ▬▬▬▬ ▬▬▬▬▬ ▬▬ ▬▬▬ ▬▬▬▬▬▬ ▬▬▬▬ ▬▬▬▬ ▬▬▬▬▬ ▬▬ ▬▬▬ ▬▬▬▬▬▬▬ ▬▬▬▬ ▬▬ ▬▬▬▬ ▬▬▬▬▬ ▬▬▬ ▬▬▬▬▬▬ ▬▬▬ ▬▬▬▬ ▬▬▬▬▬ ▬▬ ▬▬▬▬ ▬▬▬ ▬▬▬▬▬ ▬▬▬▬▬▬ ▬▬ ▬▬▬ ▬▬▬▬ ▬▬▬▬▬▬ ▬▬▬ ▬▬▬▬▬ ▬▬ ▬▬▬▬ ▬▬▬▬▬▬▬ ▬▬▬ ▬▬▬▬ ▬▬ ▬▬▬▬▬ ▬▬▬▬ ▬▬▬ ▬▬▬▬▬▬ ▬▬▬▬▬ ▬▬ ▬▬▬▬ ▬▬▬▬▬▬▬ ▬▬ ▬▬▬▬ ▬▬▬▬▬ ▬▬▬ ▬▬▬▬ ▬▬ ▬▬▬▬▬▬ ▬▬▬▬ ▬▬▬▬▬ ▬▬▬ ▬▬ ▬▬▬▬▬▬ ▬▬▬▬▬ ▬▬▬ ▬▬▬▬ ▬▬ ▬▬▬▬▬▬▬ ▬▬▬ ▬▬▬▬ ▬▬▬▬▬ ▬▬ ▬▬▬▬ ▬▬▬ ▬▬▬▬▬▬ ▬▬▬▬ ▬▬▬▬▬ ▬▬ ▬▬▬ ▬▬▬▬▬▬ ▬▬▬▬ ▬▬▬▬ ▬▬▬▬▬ ▬▬ ▬▬▬ ▬▬▬▬▬▬▬ ▬▬▬▬ ▬▬ ▬▬▬▬ ▬▬▬▬▬ ▬▬▬ ▬▬▬▬▬▬ ▬▬▬ ▬▬▬▬ ▬▬▬▬▬ ▬▬ ▬▬▬▬ ▬▬▬ ▬▬▬▬▬ ▬▬▬▬▬▬ ▬▬ ▬▬▬ ▬▬▬▬ ▬▬▬▬▬▬ ▬▬▬ ▬▬▬▬▬ ▬▬ ▬▬▬▬ ▬▬▬▬▬▬▬ ▬▬▬ ▬▬▬▬ ▬▬ ▬▬▬▬▬ ▬▬▬▬ ▬▬▬ ▬▬▬▬▬▬ ▬▬▬▬▬ ▬▬ ▬▬▬▬ ▬▬▬▬▬▬▬ ▬▬ ▬▬▬▬ ▬▬▬▬▬ ▬▬▬ ▬▬▬▬ ▬▬ ▬▬▬▬▬▬ ▬▬▬▬ ▬▬▬▬▬ ▬▬▬ ▬▬ ▬▬▬▬▬▬ ▬▬▬▬▬ ▬▬▬ ▬▬▬▬ ▬▬ ▬▬▬▬▬▬▬ ▬▬▬ ▬▬▬▬ ▬▬▬▬▬ ▬▬ ▬▬▬▬ ▬▬▬ ▬▬▬▬▬▬ ▬▬▬▬ ▬▬▬▬▬ ▬▬ ▬▬▬ ▬▬▬▬▬▬ ▬▬▬▬ ▬▬▬▬ ▬▬▬▬▬ ▬▬ ▬▬▬ ▬▬▬▬▬▬▬	[317, 195, 406, 347]
section-title-richter: „Herr Richter, zum Zanken gehören zwei"	[159, 478, 314, 496]
main-headline	[84, 3, 309, 28]
divider	[159, 146, 232, 147]
